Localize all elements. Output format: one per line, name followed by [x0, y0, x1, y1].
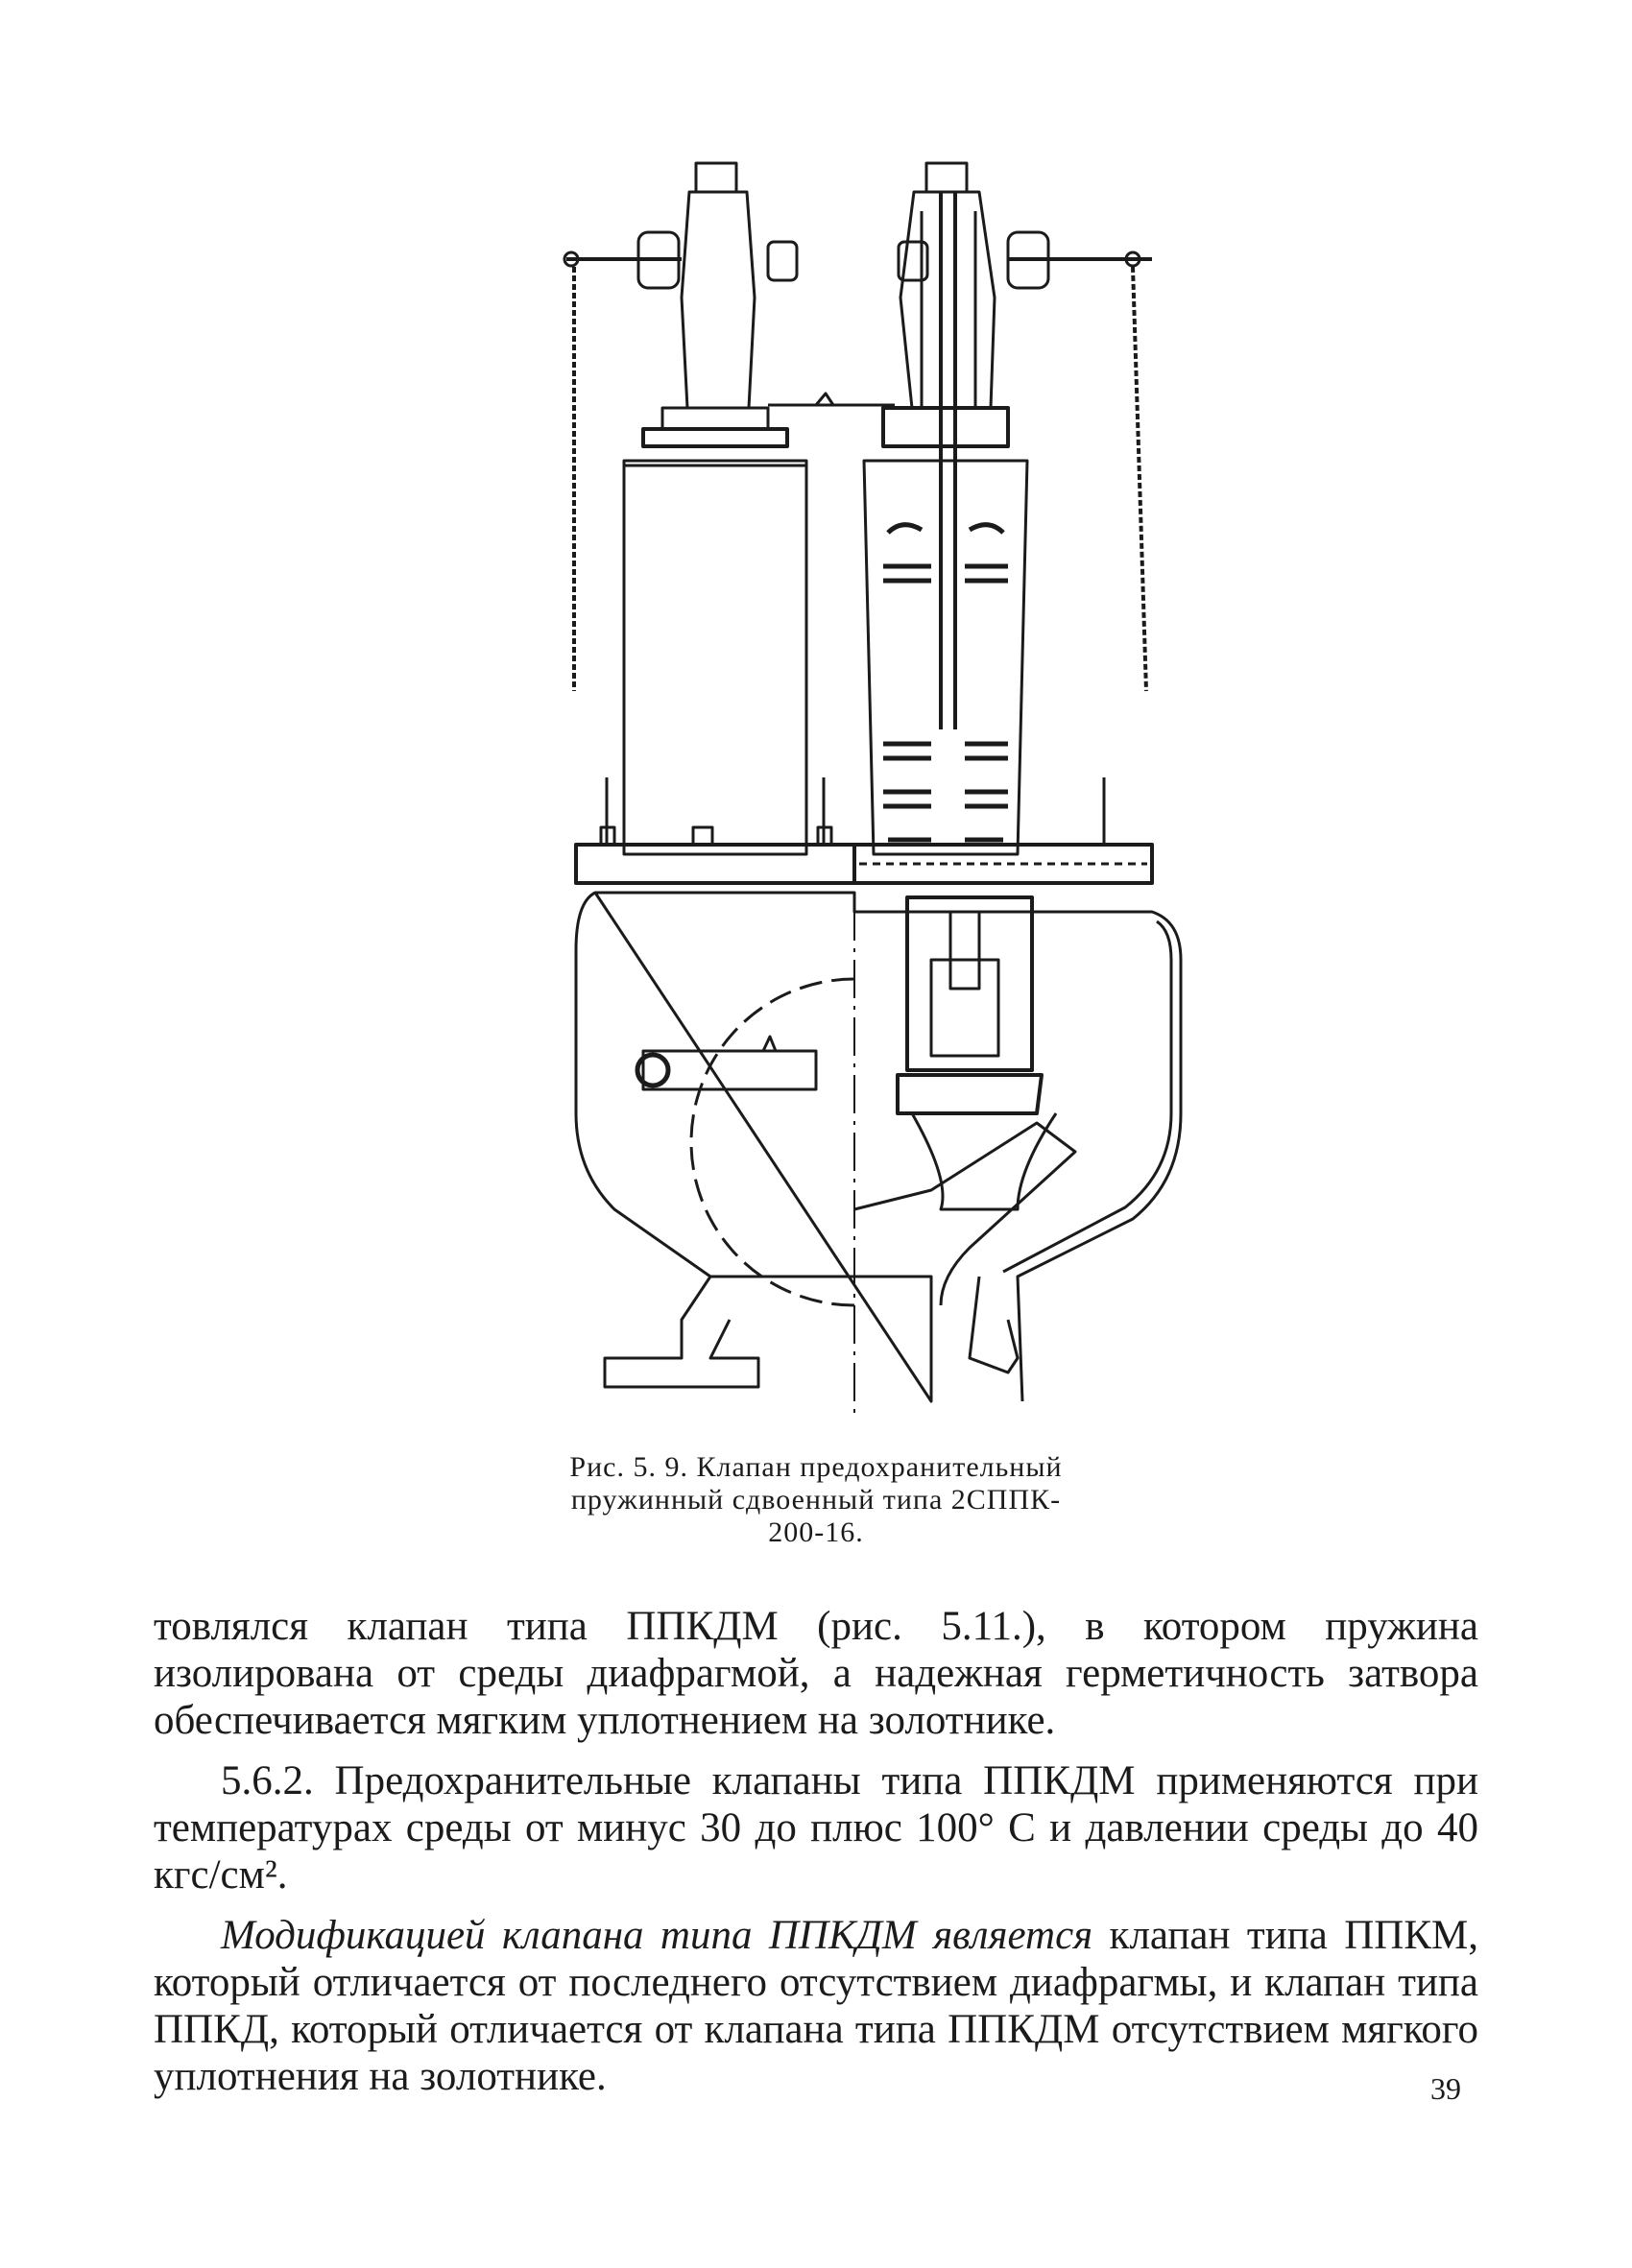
left-spring-housing: [624, 461, 806, 854]
valve-technical-drawing: [518, 154, 1210, 1430]
dashed-disc: [691, 979, 854, 1305]
right-flange-top: [883, 408, 1008, 446]
page-number: 39: [1430, 2071, 1461, 2106]
left-flange-top: [643, 429, 787, 446]
right-bonnet: [900, 192, 995, 408]
right-spring-housing: [864, 461, 1027, 854]
caption-line-2: пружинный сдвоенный типа 2СППК-: [570, 1484, 1062, 1516]
left-cap-top: [696, 163, 736, 192]
caption-line-1: Рис. 5. 9. Клапан предохранительный: [569, 1451, 1063, 1483]
right-cap-top: [926, 163, 967, 192]
valve-body: [576, 893, 1181, 1401]
valve-seat: [898, 1075, 1042, 1113]
valve-drawing-figure: [518, 154, 1210, 1430]
paragraph-3: [154, 1912, 1478, 2100]
bottom-outlet-neck: [605, 1277, 758, 1387]
paragraph-1: товлялся клапан типа ППКДМ (рис. 5.11.), в котором пружина изолирована от среды диафрагмой, а надежная герметичность затвора обеспечивается мягким уплотнением на золотнике.: [154, 1604, 1478, 1743]
paragraph-2: 5.6.2. Предохранительные клапаны типа ППКДМ применяются при температурах среды от минус 30 до плюс 100° С и давлении среды до 40 кгс/см².: [154, 1758, 1478, 1898]
lower-spring-coils: [883, 744, 1008, 840]
left-bottom-flange: [576, 845, 854, 883]
upper-spring-coils: [883, 525, 1008, 581]
paragraph-3-rest: клапан типа ППКМ, который отличается от последнего отсутствием диафрагмы, и клапан типа ППКД, который отличается от клапана типа ППКДМ отсутствием мягкого уплотнения на золотнике.: [154, 1913, 1478, 2099]
left-nut-inner: [768, 242, 797, 280]
center-link-bar: [768, 394, 895, 405]
figure-caption: [480, 1451, 1152, 1549]
body-text: [154, 1603, 1478, 2100]
caption-line-3: 200-16.: [768, 1516, 864, 1548]
paragraph-3-italic: Модификацией клапана типа ППКДМ является: [221, 1913, 1093, 1958]
guide-cylinder: [907, 897, 1032, 1070]
right-chain: [1133, 267, 1146, 691]
left-bonnet-base: [662, 408, 768, 429]
left-bonnet: [682, 192, 755, 408]
